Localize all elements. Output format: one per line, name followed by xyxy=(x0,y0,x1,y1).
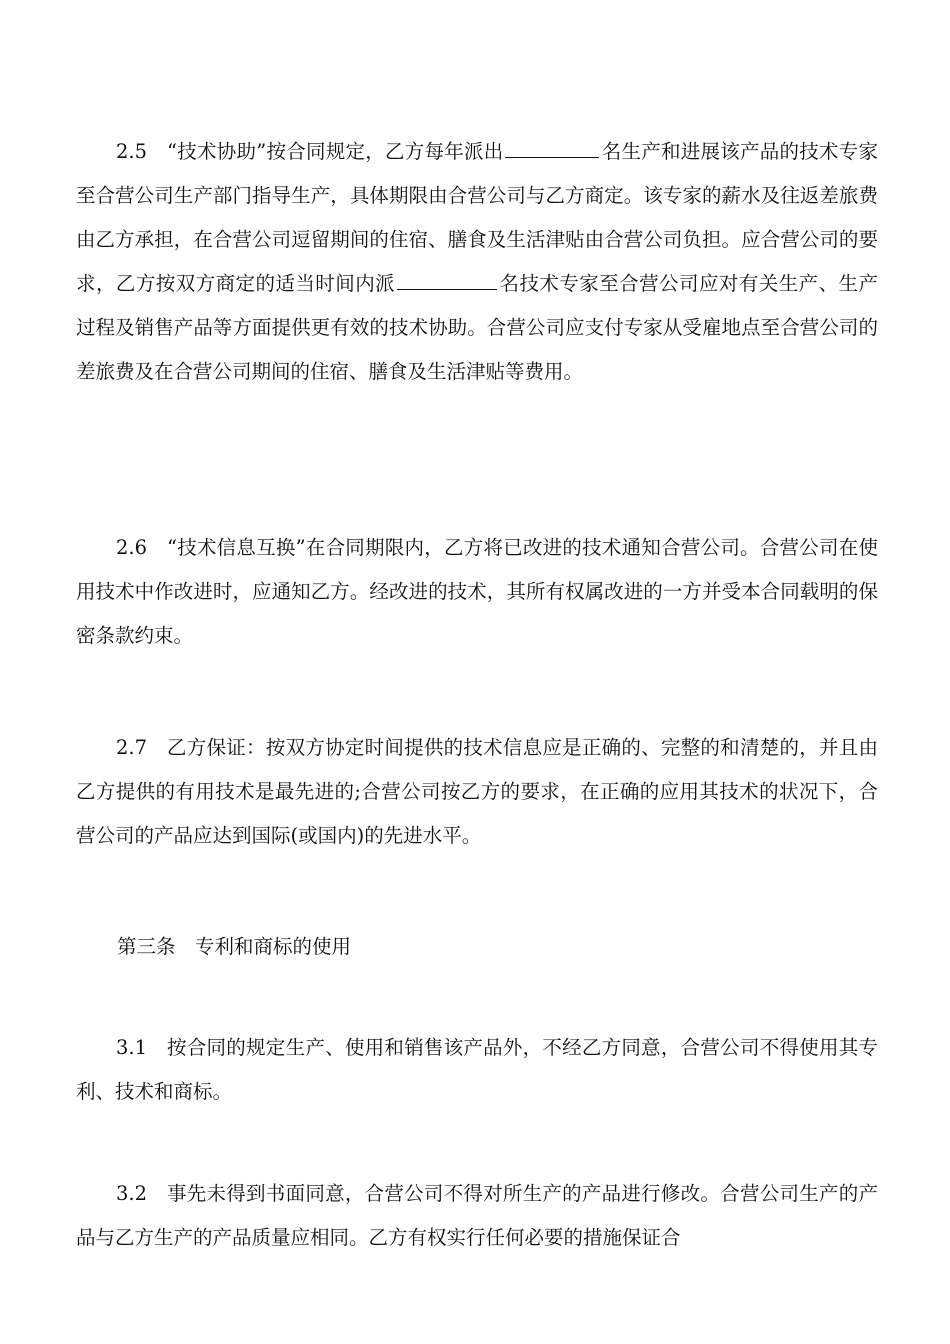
clause-3-1 xyxy=(76,1026,878,1114)
clause-text: 名技术专家至合营公司应对有关生产、生产过程及销售产品等方面提供更有效的技术协助。合营公司应支付专家从受雇地点至合营公司的差旅费及在合营公司期间的住宿、膳食及生活津贴等费用。 xyxy=(76,272,878,383)
clause-text: “技术协助”按合同规定，乙方每年派出 xyxy=(167,140,504,163)
clause-text: 事先未得到书面同意，合营公司不得对所生产的产品进行修改。合营公司生产的产品与乙方生产的产品质量应相同。乙方有权实行任何必要的措施保证合 xyxy=(76,1182,878,1249)
fill-in-blank xyxy=(397,271,497,290)
clause-number: 2.6 xyxy=(116,536,148,559)
clause-number: 2.5 xyxy=(116,140,148,163)
clause-2-5 xyxy=(76,130,878,394)
clause-text: 乙方保证：按双方协定时间提供的技术信息应是正确的、完整的和清楚的，并且由乙方提供的有用技术是最先进的;合营公司按乙方的要求，在正确的应用其技术的状况下，合营公司的产品应达到国际(或国内)的先进水平。 xyxy=(76,736,878,847)
clause-text: 名生产和进展该产品的技术专家至合营公司生产部门指导生产，具体期限由合营公司与乙方商定。该专家的薪水及往返差旅费由乙方承担，在合营公司逗留期间的住宿、膳食及生活津贴由合营公司负担。应合营公司的要求，乙方按双方商定的适当时间内派 xyxy=(76,140,878,295)
clause-number: 2.7 xyxy=(116,736,148,759)
clause-number: 3.2 xyxy=(116,1182,148,1205)
clause-text: “技术信息互换”在合同期限内，乙方将已改进的技术通知合营公司。合营公司在使用技术中作改进时，应通知乙方。经改进的技术，其所有权属改进的一方并受本合同载明的保密条款约束。 xyxy=(76,536,878,647)
clause-text: 按合同的规定生产、使用和销售该产品外，不经乙方同意，合营公司不得使用其专利、技术和商标。 xyxy=(76,1036,878,1103)
article-3-heading: 第三条 专利和商标的使用 xyxy=(117,935,352,958)
clause-2-6 xyxy=(76,526,878,658)
clause-number: 3.1 xyxy=(116,1036,148,1059)
clause-2-7 xyxy=(76,726,878,858)
fill-in-blank xyxy=(505,139,599,158)
clause-3-2 xyxy=(76,1172,878,1260)
